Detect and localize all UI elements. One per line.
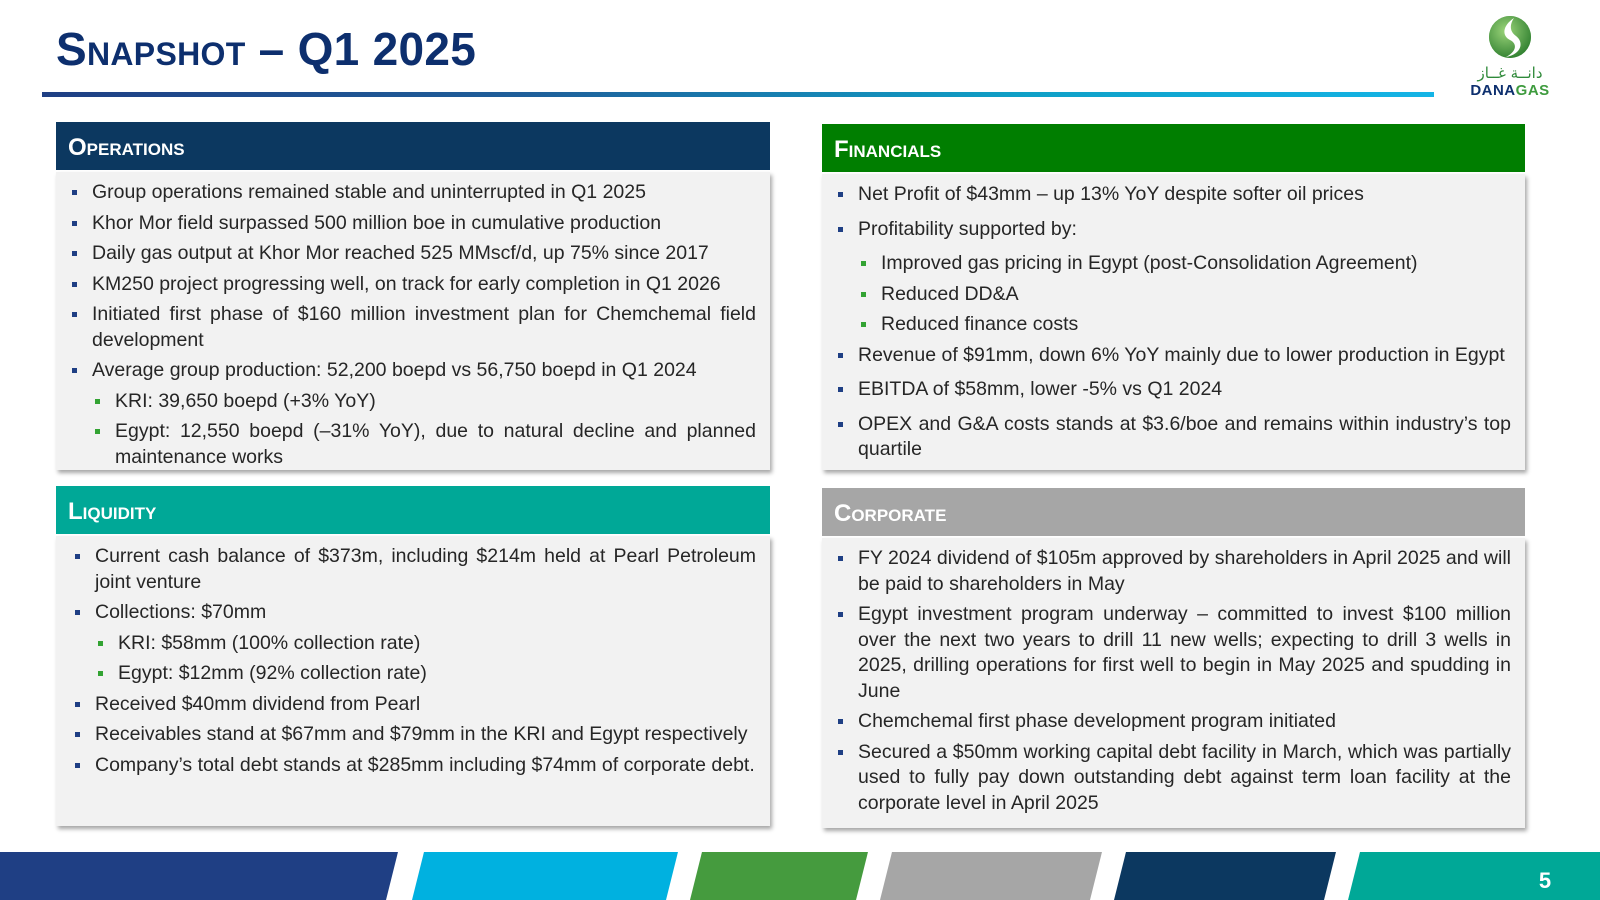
sub-bullet-item: Reduced DD&A [836,282,1511,308]
bullet-item: OPEX and G&A costs stands at $3.6/boe and remains within industry’s top quartile [836,412,1511,463]
financials-header: Financials [822,124,1525,172]
bullet-item: Average group production: 52,200 boepd vs 56,750 boepd in Q1 2024 [70,358,756,384]
logo-arabic-text: دانــة غــاز [1477,64,1543,82]
bar-segment-dark-navy [1114,852,1336,900]
bullet-item: Daily gas output at Khor Mor reached 525 MMscf/d, up 75% since 2017 [70,241,756,267]
sub-bullet-item: KRI: 39,650 boepd (+3% YoY) [70,389,756,415]
bar-segment-gray [880,852,1102,900]
page-number: 5 [1538,868,1552,893]
bar-segment-green [690,852,868,900]
bullet-item: Current cash balance of $373m, including $214m held at Pearl Petroleum joint venture [73,544,756,595]
bullet-item: Chemchemal first phase development program initiated [836,709,1511,735]
corporate-header: Corporate [822,488,1525,536]
bullet-item: Receivables stand at $67mm and $79mm in the KRI and Egypt respectively [73,722,756,748]
bottom-color-bar [0,852,1600,900]
sub-bullet-item: Egypt: $12mm (92% collection rate) [73,661,756,687]
sub-bullet-item: KRI: $58mm (100% collection rate) [73,631,756,657]
logo-gas: GAS [1515,82,1550,99]
bullet-item: Profitability supported by: [836,217,1511,243]
sub-bullet-item: Reduced finance costs [836,312,1511,338]
bullet-item: Revenue of $91mm, down 6% YoY mainly due to lower production in Egypt [836,343,1511,369]
corporate-list [836,546,1511,816]
operations-body [56,172,770,470]
sub-bullet-item: Improved gas pricing in Egypt (post-Consolidation Agreement) [836,251,1511,277]
bullet-item: FY 2024 dividend of $105m approved by shareholders in April 2025 and will be paid to shareholders in May [836,546,1511,597]
bar-segment-cyan [412,852,678,900]
bullet-item: Received $40mm dividend from Pearl [73,692,756,718]
bullet-item: KM250 project progressing well, on track for early completion in Q1 2026 [70,272,756,298]
financials-list [836,182,1511,463]
bullet-item: Secured a $50mm working capital debt facility in March, which was partially used to fully pay down outstanding debt against term loan facility at the corporate level in April 2025 [836,740,1511,817]
bullet-item: Group operations remained stable and uninterrupted in Q1 2025 [70,180,756,206]
logo-wordmark [1462,82,1558,99]
dana-gas-logo [1462,14,1558,104]
operations-header: Operations [56,122,770,170]
bullet-item: Net Profit of $43mm – up 13% YoY despite softer oil prices [836,182,1511,208]
title-underline [42,92,1434,97]
operations-panel [56,122,770,470]
bullet-item: Initiated first phase of $160 million investment plan for Chemchemal field development [70,302,756,353]
bar-segment-navy [0,852,398,900]
financials-panel [822,124,1525,470]
bullet-item: Egypt investment program underway – committed to invest $100 million over the next two years to drill 11 new wells; expecting to drill 3 wells in 2025, drilling operations for first well to begin in May 2025 and spudding in June [836,602,1511,704]
bullet-item: EBITDA of $58mm, lower -5% vs Q1 2024 [836,377,1511,403]
bullet-item: Company’s total debt stands at $285mm including $74mm of corporate debt. [73,753,756,779]
corporate-body [822,538,1525,828]
sub-bullet-item: Egypt: 12,550 boepd (–31% YoY), due to natural decline and planned maintenance works [70,419,756,470]
liquidity-panel [56,486,770,826]
liquidity-list [73,544,756,778]
logo-dana: DANA [1470,82,1516,99]
liquidity-body [56,536,770,826]
bullet-item: Collections: $70mm [73,600,756,626]
corporate-panel [822,488,1525,828]
operations-list [70,180,756,470]
financials-body [822,174,1525,470]
liquidity-header: Liquidity [56,486,770,534]
bullet-item: Khor Mor field surpassed 500 million boe in cumulative production [70,211,756,237]
flame-drop-icon [1462,14,1558,64]
slide-title: Snapshot – Q1 2025 [56,23,477,75]
